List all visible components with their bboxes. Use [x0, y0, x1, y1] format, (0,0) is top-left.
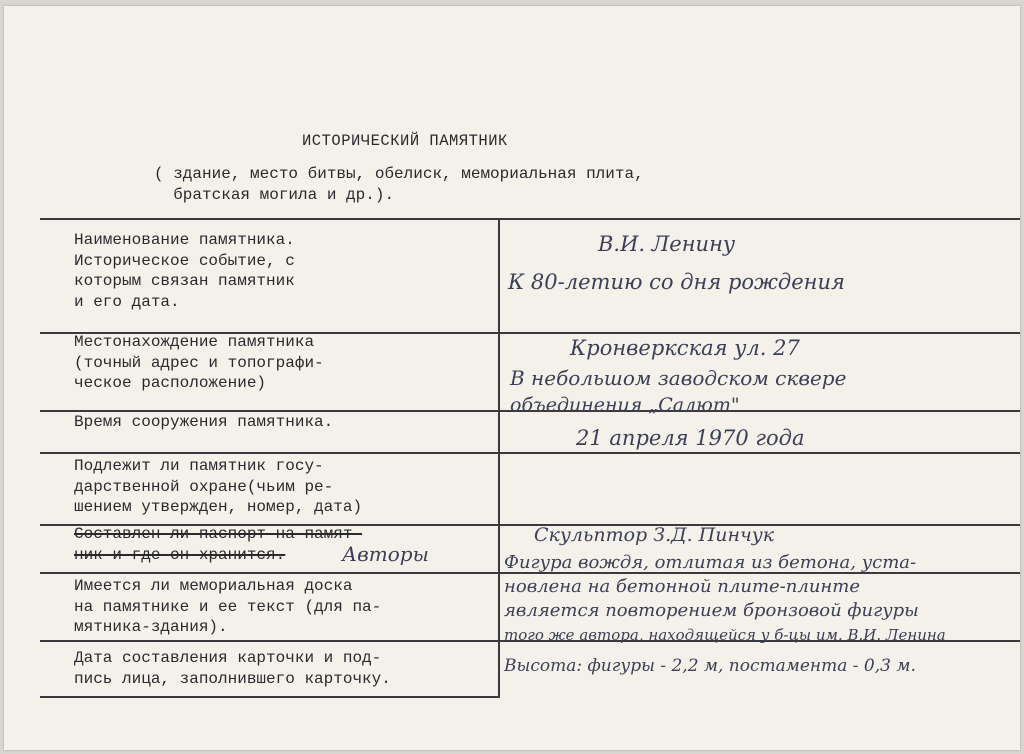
row-divider — [40, 452, 1020, 454]
table-column-divider — [498, 218, 500, 698]
row-label-passport: Составлен ли паспорт на памят- ник и где он хранится. — [74, 525, 363, 564]
row-label-memorial-plaque: Имеется ли мемориальная доска на памятнике и ее текст (для па- мятника-здания). — [74, 577, 382, 636]
handwritten-sculptor: Скульптор З.Д. Пинчук — [534, 524, 775, 546]
monument-card — [4, 6, 1020, 750]
handwritten-location-detail: В небольшом заводском сквере — [510, 366, 847, 390]
handwritten-description-line-2: новлена на бетонной плите-плинте — [504, 576, 860, 597]
handwritten-address: Кронверкская ул. 27 — [570, 336, 800, 360]
card-title: ИСТОРИЧЕСКИЙ ПАМЯТНИК — [302, 132, 508, 150]
handwritten-occasion: К 80-летию со дня рождения — [508, 270, 845, 294]
handwritten-description-line-4: того же автора, находящейся у б-цы им. В.И. Ленина — [504, 626, 946, 644]
table-bottom-rule — [40, 696, 498, 698]
handwritten-description-line-3: является повторением бронзовой фигуры — [504, 600, 919, 621]
table-top-rule — [40, 218, 1020, 220]
handwritten-height: Высота: фигуры - 2,2 м, постамента - 0,3 м. — [504, 656, 916, 676]
handwritten-dedication: В.И. Ленину — [598, 232, 736, 256]
handwritten-construction-date: 21 апреля 1970 года — [576, 426, 805, 450]
row-label-location: Местонахождение памятника (точный адрес и топографи- ческое расположение) — [74, 333, 324, 392]
row-label-construction-time: Время сооружения памятника. — [74, 413, 334, 431]
row-label-name: Наименование памятника. Историческое событие, с которым связан памятник и его дата. — [74, 231, 295, 311]
card-subtitle: ( здание, место битвы, обелиск, мемориальная плита, братская могила и др.). — [154, 165, 644, 204]
row-label-authors-handwritten: Авторы — [342, 542, 429, 566]
handwritten-description-line-1: Фигура вождя, отлитая из бетона, уста- — [504, 552, 917, 573]
row-label-card-date: Дата составления карточки и под- пись лица, заполнившего карточку. — [74, 649, 391, 688]
row-label-state-protection: Подлежит ли памятник госу- дарственной охране(чьим ре- шением утвержден, номер, дата) — [74, 457, 363, 516]
handwritten-location-association: объединения „Салют" — [510, 394, 740, 416]
